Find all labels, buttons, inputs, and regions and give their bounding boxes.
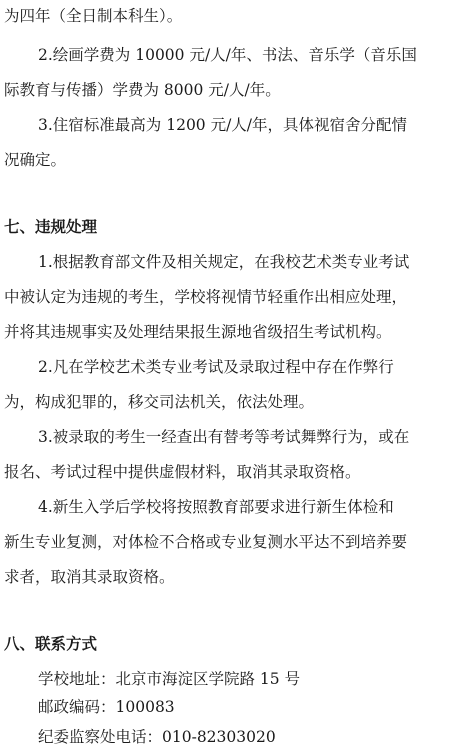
text-line: 3.被录取的考生一经查出有替考等考试舞弊行为，或在 (38, 428, 410, 446)
text-line: 新生专业复测，对体检不合格或专业复测水平达不到培养要 (4, 533, 408, 551)
text-line: 2.凡在学校艺术类专业考试及录取过程中存在作弊行 (38, 358, 394, 376)
text-line: 并将其违规事实及处理结果报生源地省级招生考试机构。 (4, 323, 392, 341)
text-line: 3.住宿标准最高为 1200 元/人/年，具体视宿舍分配情 (38, 116, 408, 134)
text-line: 中被认定为违规的考生，学校将视情节轻重作出相应处理， (4, 288, 408, 306)
text-line: 邮政编码：100083 (38, 698, 175, 716)
section-heading: 七、违规处理 (4, 218, 98, 236)
text-line: 况确定。 (4, 151, 67, 169)
text-line: 求者，取消其录取资格。 (4, 568, 175, 586)
text-line: 4.新生入学后学校将按照教育部要求进行新生体检和 (38, 498, 394, 516)
text-line: 纪委监察处电话：010-82303020 (38, 728, 276, 746)
text-line: 报名、考试过程中提供虚假材料，取消其录取资格。 (4, 463, 361, 481)
text-line: 1.根据教育部文件及相关规定，在我校艺术类专业考试 (38, 253, 410, 271)
section-heading: 八、联系方式 (4, 635, 98, 653)
text-line: 为四年（全日制本科生）。 (4, 7, 183, 25)
text-line: 学校地址：北京市海淀区学院路 15 号 (38, 670, 301, 688)
text-line: 际教育与传播）学费为 8000 元/人/年。 (4, 81, 281, 99)
text-line: 为，构成犯罪的，移交司法机关，依法处理。 (4, 393, 315, 411)
text-line: 2.绘画学费为 10000 元/人/年、书法、音乐学（音乐国 (38, 46, 417, 64)
